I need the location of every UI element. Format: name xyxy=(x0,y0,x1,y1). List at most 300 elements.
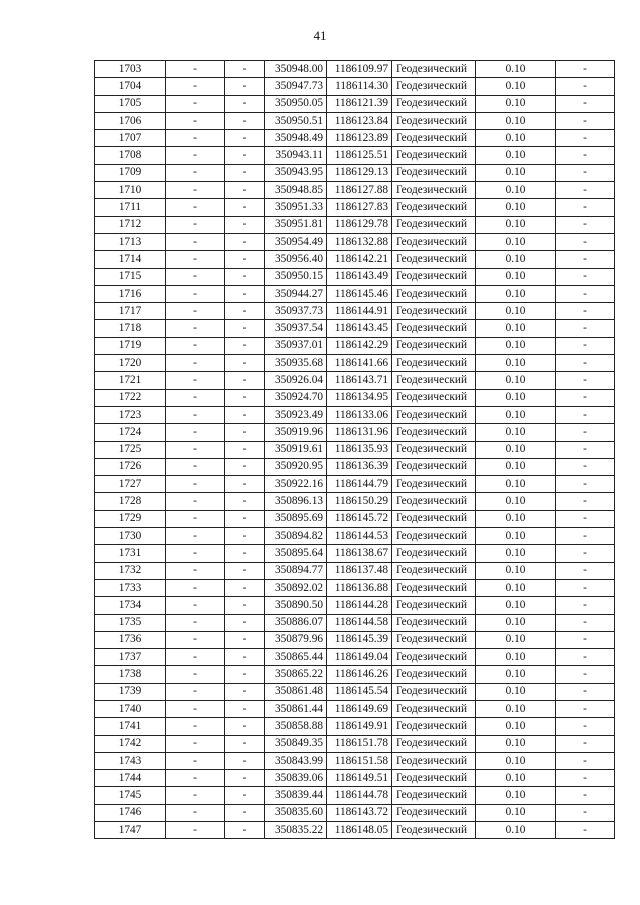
table-row xyxy=(95,770,615,787)
y-coordinate-cell: 1186127.83 xyxy=(327,199,392,216)
table-row xyxy=(95,268,615,285)
point-number-cell: 1720 xyxy=(95,355,166,372)
x-coordinate-cell: 350944.27 xyxy=(265,285,327,302)
dash-cell: - xyxy=(166,822,225,839)
dash-cell: - xyxy=(225,683,265,700)
point-number-cell: 1733 xyxy=(95,579,166,596)
description-cell: - xyxy=(556,303,615,320)
x-coordinate-cell: 350886.07 xyxy=(265,614,327,631)
description-cell: - xyxy=(556,752,615,769)
dash-cell: - xyxy=(166,476,225,493)
accuracy-cell: 0.10 xyxy=(476,476,556,493)
description-cell: - xyxy=(556,631,615,648)
point-number-cell: 1716 xyxy=(95,285,166,302)
table-row xyxy=(95,822,615,839)
dash-cell: - xyxy=(166,804,225,821)
method-cell: Геодезический xyxy=(392,510,476,527)
x-coordinate-cell: 350935.68 xyxy=(265,355,327,372)
x-coordinate-cell: 350895.69 xyxy=(265,510,327,527)
dash-cell: - xyxy=(225,822,265,839)
dash-cell: - xyxy=(225,649,265,666)
dash-cell: - xyxy=(166,251,225,268)
y-coordinate-cell: 1186146.26 xyxy=(327,666,392,683)
accuracy-cell: 0.10 xyxy=(476,406,556,423)
dash-cell: - xyxy=(166,130,225,147)
y-coordinate-cell: 1186143.45 xyxy=(327,320,392,337)
accuracy-cell: 0.10 xyxy=(476,458,556,475)
method-cell: Геодезический xyxy=(392,337,476,354)
dash-cell: - xyxy=(225,735,265,752)
x-coordinate-cell: 350896.13 xyxy=(265,493,327,510)
description-cell: - xyxy=(556,787,615,804)
page-number: 41 xyxy=(313,28,327,43)
point-number-cell: 1713 xyxy=(95,233,166,250)
x-coordinate-cell: 350943.11 xyxy=(265,147,327,164)
accuracy-cell: 0.10 xyxy=(476,303,556,320)
y-coordinate-cell: 1186149.69 xyxy=(327,700,392,717)
point-number-cell: 1740 xyxy=(95,700,166,717)
table-row xyxy=(95,406,615,423)
description-cell: - xyxy=(556,666,615,683)
dash-cell: - xyxy=(225,770,265,787)
y-coordinate-cell: 1186134.95 xyxy=(327,389,392,406)
table-row xyxy=(95,337,615,354)
description-cell: - xyxy=(556,182,615,199)
dash-cell: - xyxy=(166,458,225,475)
y-coordinate-cell: 1186144.58 xyxy=(327,614,392,631)
point-number-cell: 1743 xyxy=(95,752,166,769)
x-coordinate-cell: 350950.15 xyxy=(265,268,327,285)
accuracy-cell: 0.10 xyxy=(476,355,556,372)
table-row xyxy=(95,804,615,821)
x-coordinate-cell: 350865.44 xyxy=(265,649,327,666)
description-cell: - xyxy=(556,78,615,95)
method-cell: Геодезический xyxy=(392,770,476,787)
dash-cell: - xyxy=(225,78,265,95)
accuracy-cell: 0.10 xyxy=(476,320,556,337)
table-row xyxy=(95,355,615,372)
dash-cell: - xyxy=(225,458,265,475)
accuracy-cell: 0.10 xyxy=(476,545,556,562)
y-coordinate-cell: 1186142.29 xyxy=(327,337,392,354)
method-cell: Геодезический xyxy=(392,631,476,648)
dash-cell: - xyxy=(225,199,265,216)
x-coordinate-cell: 350865.22 xyxy=(265,666,327,683)
description-cell: - xyxy=(556,112,615,129)
point-number-cell: 1709 xyxy=(95,164,166,181)
x-coordinate-cell: 350839.06 xyxy=(265,770,327,787)
accuracy-cell: 0.10 xyxy=(476,735,556,752)
method-cell: Геодезический xyxy=(392,78,476,95)
description-cell: - xyxy=(556,597,615,614)
dash-cell: - xyxy=(166,666,225,683)
description-cell: - xyxy=(556,510,615,527)
accuracy-cell: 0.10 xyxy=(476,199,556,216)
method-cell: Геодезический xyxy=(392,95,476,112)
description-cell: - xyxy=(556,424,615,441)
method-cell: Геодезический xyxy=(392,683,476,700)
method-cell: Геодезический xyxy=(392,164,476,181)
accuracy-cell: 0.10 xyxy=(476,579,556,596)
dash-cell: - xyxy=(166,285,225,302)
x-coordinate-cell: 350858.88 xyxy=(265,718,327,735)
description-cell: - xyxy=(556,528,615,545)
x-coordinate-cell: 350879.96 xyxy=(265,631,327,648)
dash-cell: - xyxy=(225,389,265,406)
dash-cell: - xyxy=(225,112,265,129)
description-cell: - xyxy=(556,822,615,839)
dash-cell: - xyxy=(225,61,265,78)
point-number-cell: 1710 xyxy=(95,182,166,199)
dash-cell: - xyxy=(166,528,225,545)
y-coordinate-cell: 1186133.06 xyxy=(327,406,392,423)
method-cell: Геодезический xyxy=(392,424,476,441)
dash-cell: - xyxy=(166,268,225,285)
description-cell: - xyxy=(556,406,615,423)
description-cell: - xyxy=(556,337,615,354)
accuracy-cell: 0.10 xyxy=(476,233,556,250)
point-number-cell: 1703 xyxy=(95,61,166,78)
y-coordinate-cell: 1186129.78 xyxy=(327,216,392,233)
dash-cell: - xyxy=(166,233,225,250)
accuracy-cell: 0.10 xyxy=(476,112,556,129)
method-cell: Геодезический xyxy=(392,389,476,406)
y-coordinate-cell: 1186150.29 xyxy=(327,493,392,510)
description-cell: - xyxy=(556,683,615,700)
dash-cell: - xyxy=(225,130,265,147)
point-number-cell: 1727 xyxy=(95,476,166,493)
description-cell: - xyxy=(556,649,615,666)
accuracy-cell: 0.10 xyxy=(476,268,556,285)
point-number-cell: 1746 xyxy=(95,804,166,821)
y-coordinate-cell: 1186149.04 xyxy=(327,649,392,666)
dash-cell: - xyxy=(225,441,265,458)
x-coordinate-cell: 350948.00 xyxy=(265,61,327,78)
point-number-cell: 1725 xyxy=(95,441,166,458)
y-coordinate-cell: 1186143.49 xyxy=(327,268,392,285)
table-row xyxy=(95,199,615,216)
method-cell: Геодезический xyxy=(392,528,476,545)
x-coordinate-cell: 350924.70 xyxy=(265,389,327,406)
point-number-cell: 1726 xyxy=(95,458,166,475)
dash-cell: - xyxy=(225,216,265,233)
y-coordinate-cell: 1186141.66 xyxy=(327,355,392,372)
method-cell: Геодезический xyxy=(392,787,476,804)
method-cell: Геодезический xyxy=(392,441,476,458)
table-row xyxy=(95,787,615,804)
x-coordinate-cell: 350947.73 xyxy=(265,78,327,95)
dash-cell: - xyxy=(225,631,265,648)
point-number-cell: 1747 xyxy=(95,822,166,839)
table-row xyxy=(95,61,615,78)
dash-cell: - xyxy=(166,700,225,717)
dash-cell: - xyxy=(225,666,265,683)
dash-cell: - xyxy=(166,424,225,441)
point-number-cell: 1745 xyxy=(95,787,166,804)
y-coordinate-cell: 1186145.46 xyxy=(327,285,392,302)
accuracy-cell: 0.10 xyxy=(476,683,556,700)
x-coordinate-cell: 350835.60 xyxy=(265,804,327,821)
table-row xyxy=(95,735,615,752)
method-cell: Геодезический xyxy=(392,718,476,735)
dash-cell: - xyxy=(166,303,225,320)
x-coordinate-cell: 350937.73 xyxy=(265,303,327,320)
table-row xyxy=(95,614,615,631)
dash-cell: - xyxy=(166,199,225,216)
dash-cell: - xyxy=(225,614,265,631)
table-row xyxy=(95,752,615,769)
point-number-cell: 1732 xyxy=(95,562,166,579)
dash-cell: - xyxy=(225,700,265,717)
point-number-cell: 1719 xyxy=(95,337,166,354)
method-cell: Геодезический xyxy=(392,822,476,839)
method-cell: Геодезический xyxy=(392,61,476,78)
y-coordinate-cell: 1186145.72 xyxy=(327,510,392,527)
table-row xyxy=(95,510,615,527)
description-cell: - xyxy=(556,320,615,337)
point-number-cell: 1742 xyxy=(95,735,166,752)
point-number-cell: 1737 xyxy=(95,649,166,666)
x-coordinate-cell: 350951.81 xyxy=(265,216,327,233)
y-coordinate-cell: 1186123.84 xyxy=(327,112,392,129)
accuracy-cell: 0.10 xyxy=(476,251,556,268)
dash-cell: - xyxy=(166,493,225,510)
accuracy-cell: 0.10 xyxy=(476,562,556,579)
dash-cell: - xyxy=(166,147,225,164)
y-coordinate-cell: 1186123.89 xyxy=(327,130,392,147)
point-number-cell: 1707 xyxy=(95,130,166,147)
accuracy-cell: 0.10 xyxy=(476,95,556,112)
x-coordinate-cell: 350919.61 xyxy=(265,441,327,458)
dash-cell: - xyxy=(166,718,225,735)
accuracy-cell: 0.10 xyxy=(476,130,556,147)
y-coordinate-cell: 1186114.30 xyxy=(327,78,392,95)
x-coordinate-cell: 350861.44 xyxy=(265,700,327,717)
method-cell: Геодезический xyxy=(392,372,476,389)
dash-cell: - xyxy=(225,406,265,423)
dash-cell: - xyxy=(225,787,265,804)
description-cell: - xyxy=(556,164,615,181)
point-number-cell: 1712 xyxy=(95,216,166,233)
accuracy-cell: 0.10 xyxy=(476,389,556,406)
point-number-cell: 1714 xyxy=(95,251,166,268)
accuracy-cell: 0.10 xyxy=(476,493,556,510)
method-cell: Геодезический xyxy=(392,320,476,337)
dash-cell: - xyxy=(225,372,265,389)
table-row xyxy=(95,320,615,337)
point-number-cell: 1717 xyxy=(95,303,166,320)
description-cell: - xyxy=(556,804,615,821)
table-row xyxy=(95,95,615,112)
dash-cell: - xyxy=(225,320,265,337)
table-row xyxy=(95,303,615,320)
method-cell: Геодезический xyxy=(392,649,476,666)
accuracy-cell: 0.10 xyxy=(476,337,556,354)
dash-cell: - xyxy=(166,770,225,787)
table-row xyxy=(95,182,615,199)
accuracy-cell: 0.10 xyxy=(476,164,556,181)
point-number-cell: 1731 xyxy=(95,545,166,562)
accuracy-cell: 0.10 xyxy=(476,528,556,545)
y-coordinate-cell: 1186148.05 xyxy=(327,822,392,839)
dash-cell: - xyxy=(225,355,265,372)
x-coordinate-cell: 350895.64 xyxy=(265,545,327,562)
method-cell: Геодезический xyxy=(392,355,476,372)
description-cell: - xyxy=(556,268,615,285)
table-row xyxy=(95,233,615,250)
description-cell: - xyxy=(556,545,615,562)
table-row xyxy=(95,597,615,614)
x-coordinate-cell: 350923.49 xyxy=(265,406,327,423)
y-coordinate-cell: 1186138.67 xyxy=(327,545,392,562)
dash-cell: - xyxy=(225,303,265,320)
point-number-cell: 1736 xyxy=(95,631,166,648)
accuracy-cell: 0.10 xyxy=(476,61,556,78)
description-cell: - xyxy=(556,614,615,631)
table-row xyxy=(95,458,615,475)
dash-cell: - xyxy=(166,389,225,406)
y-coordinate-cell: 1186144.28 xyxy=(327,597,392,614)
x-coordinate-cell: 350894.82 xyxy=(265,528,327,545)
method-cell: Геодезический xyxy=(392,458,476,475)
dash-cell: - xyxy=(166,95,225,112)
method-cell: Геодезический xyxy=(392,233,476,250)
accuracy-cell: 0.10 xyxy=(476,510,556,527)
dash-cell: - xyxy=(225,424,265,441)
y-coordinate-cell: 1186136.88 xyxy=(327,579,392,596)
point-number-cell: 1711 xyxy=(95,199,166,216)
x-coordinate-cell: 350926.04 xyxy=(265,372,327,389)
x-coordinate-cell: 350919.96 xyxy=(265,424,327,441)
dash-cell: - xyxy=(225,268,265,285)
dash-cell: - xyxy=(225,528,265,545)
method-cell: Геодезический xyxy=(392,406,476,423)
method-cell: Геодезический xyxy=(392,752,476,769)
dash-cell: - xyxy=(166,752,225,769)
accuracy-cell: 0.10 xyxy=(476,631,556,648)
method-cell: Геодезический xyxy=(392,112,476,129)
accuracy-cell: 0.10 xyxy=(476,285,556,302)
dash-cell: - xyxy=(166,545,225,562)
dash-cell: - xyxy=(166,320,225,337)
dash-cell: - xyxy=(225,95,265,112)
dash-cell: - xyxy=(166,597,225,614)
table-row xyxy=(95,700,615,717)
dash-cell: - xyxy=(166,182,225,199)
accuracy-cell: 0.10 xyxy=(476,597,556,614)
point-number-cell: 1708 xyxy=(95,147,166,164)
dash-cell: - xyxy=(166,337,225,354)
dash-cell: - xyxy=(166,631,225,648)
coordinates-table xyxy=(94,60,615,839)
dash-cell: - xyxy=(166,649,225,666)
table-row xyxy=(95,631,615,648)
table-row xyxy=(95,389,615,406)
dash-cell: - xyxy=(225,476,265,493)
y-coordinate-cell: 1186136.39 xyxy=(327,458,392,475)
table-row xyxy=(95,476,615,493)
y-coordinate-cell: 1186137.48 xyxy=(327,562,392,579)
table-row xyxy=(95,372,615,389)
accuracy-cell: 0.10 xyxy=(476,770,556,787)
description-cell: - xyxy=(556,285,615,302)
x-coordinate-cell: 350943.95 xyxy=(265,164,327,181)
y-coordinate-cell: 1186135.93 xyxy=(327,441,392,458)
x-coordinate-cell: 350890.50 xyxy=(265,597,327,614)
table-row xyxy=(95,562,615,579)
x-coordinate-cell: 350922.16 xyxy=(265,476,327,493)
description-cell: - xyxy=(556,233,615,250)
x-coordinate-cell: 350954.49 xyxy=(265,233,327,250)
point-number-cell: 1729 xyxy=(95,510,166,527)
dash-cell: - xyxy=(166,787,225,804)
accuracy-cell: 0.10 xyxy=(476,614,556,631)
description-cell: - xyxy=(556,579,615,596)
accuracy-cell: 0.10 xyxy=(476,804,556,821)
dash-cell: - xyxy=(225,493,265,510)
description-cell: - xyxy=(556,251,615,268)
method-cell: Геодезический xyxy=(392,493,476,510)
method-cell: Геодезический xyxy=(392,130,476,147)
dash-cell: - xyxy=(225,285,265,302)
y-coordinate-cell: 1186151.78 xyxy=(327,735,392,752)
description-cell: - xyxy=(556,389,615,406)
description-cell: - xyxy=(556,735,615,752)
method-cell: Геодезический xyxy=(392,147,476,164)
dash-cell: - xyxy=(166,78,225,95)
table-body xyxy=(95,61,615,839)
method-cell: Геодезический xyxy=(392,545,476,562)
accuracy-cell: 0.10 xyxy=(476,216,556,233)
x-coordinate-cell: 350937.54 xyxy=(265,320,327,337)
x-coordinate-cell: 350950.05 xyxy=(265,95,327,112)
y-coordinate-cell: 1186149.91 xyxy=(327,718,392,735)
y-coordinate-cell: 1186143.72 xyxy=(327,804,392,821)
accuracy-cell: 0.10 xyxy=(476,372,556,389)
method-cell: Геодезический xyxy=(392,804,476,821)
table-row xyxy=(95,130,615,147)
dash-cell: - xyxy=(166,735,225,752)
accuracy-cell: 0.10 xyxy=(476,147,556,164)
method-cell: Геодезический xyxy=(392,735,476,752)
y-coordinate-cell: 1186144.78 xyxy=(327,787,392,804)
dash-cell: - xyxy=(225,597,265,614)
description-cell: - xyxy=(556,476,615,493)
point-number-cell: 1734 xyxy=(95,597,166,614)
description-cell: - xyxy=(556,562,615,579)
description-cell: - xyxy=(556,61,615,78)
accuracy-cell: 0.10 xyxy=(476,718,556,735)
dash-cell: - xyxy=(225,147,265,164)
x-coordinate-cell: 350948.85 xyxy=(265,182,327,199)
table-row xyxy=(95,666,615,683)
y-coordinate-cell: 1186127.88 xyxy=(327,182,392,199)
method-cell: Геодезический xyxy=(392,285,476,302)
y-coordinate-cell: 1186151.58 xyxy=(327,752,392,769)
x-coordinate-cell: 350950.51 xyxy=(265,112,327,129)
dash-cell: - xyxy=(225,545,265,562)
dash-cell: - xyxy=(225,562,265,579)
dash-cell: - xyxy=(225,718,265,735)
x-coordinate-cell: 350892.02 xyxy=(265,579,327,596)
x-coordinate-cell: 350839.44 xyxy=(265,787,327,804)
point-number-cell: 1706 xyxy=(95,112,166,129)
method-cell: Геодезический xyxy=(392,597,476,614)
dash-cell: - xyxy=(225,579,265,596)
x-coordinate-cell: 350937.01 xyxy=(265,337,327,354)
description-cell: - xyxy=(556,355,615,372)
y-coordinate-cell: 1186144.79 xyxy=(327,476,392,493)
